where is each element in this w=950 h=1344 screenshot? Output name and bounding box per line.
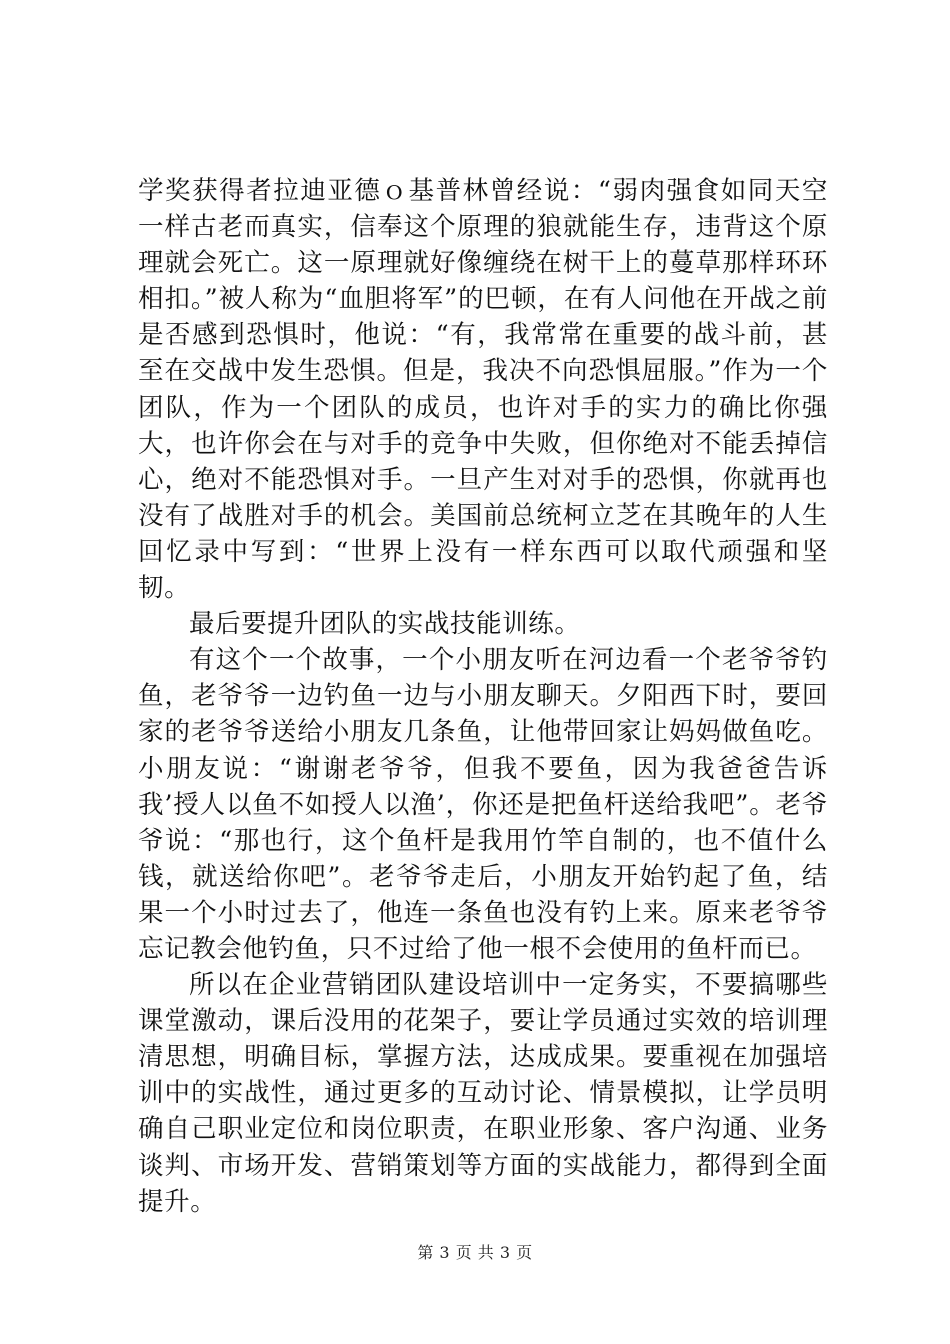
paragraph-conclusion: 所以在企业营销团队建设培训中一定务实，不要搞哪些课堂激动，课后没用的花架子，要让学员通过实效的培训理清思想，明确目标，掌握方法，达成成果。要重视在加强培训中的实战性，通过更多的互动讨论、情景模拟，让学员明确自己职业定位和岗位职责，在职业形象、客户沟通、业务谈判、市场开发、营销策划等方面的实战能力，都得到全面提升。: [138, 970, 828, 1217]
document-body: [138, 173, 828, 1220]
paragraph-training-heading: 最后要提升团队的实战技能训练。: [189, 609, 581, 640]
paragraph-quotes: 学奖获得者拉迪亚德ｏ基普林曾经说：“弱肉强食如同天空一样古老而真实，信奉这个原理的狼就能生存，违背这个原理就会死亡。这一原理就好像缠绕在树干上的蔓草那样环环相扣。”被人称为“血胆将军”的巴顿，在有人问他在开战之前是否感到恐惧时，他说：“有，我常常在重要的战斗前，甚至在交战中发生恐惧。但是，我决不向恐惧屈服。”作为一个团队，作为一个团队的成员，也许对手的实力的确比你强大，也许你会在与对手的竞争中失败，但你绝对不能丢掉信心，绝对不能恐惧对手。一旦产生对对手的恐惧，你就再也没有了战胜对手的机会。美国前总统柯立芝在其晚年的人生回忆录中写到：“世界上没有一样东西可以取代顽强和坚韧。: [138, 176, 828, 604]
page-footer: 第 3 页 共 3 页: [417, 1243, 533, 1262]
paragraph-fishing-story: 有这个一个故事，一个小朋友听在河边看一个老爷爷钓鱼，老爷爷一边钓鱼一边与小朋友聊天。夕阳西下时，要回家的老爷爷送给小朋友几条鱼，让他带回家让妈妈做鱼吃。小朋友说：“谢谢老爷爷，但我不要鱼，因为我爸爸告诉我’授人以鱼不如授人以渔’，你还是把鱼杆送给我吧”。老爷爷说：“那也行，这个鱼杆是我用竹竿自制的，也不值什么钱，就送给你吧”。老爷爷走后，小朋友开始钓起了鱼，结果一个小时过去了，他连一条鱼也没有钓上来。原来老爷爷忘记教会他钓鱼，只不过给了他一根不会使用的鱼杆而已。: [138, 645, 828, 964]
